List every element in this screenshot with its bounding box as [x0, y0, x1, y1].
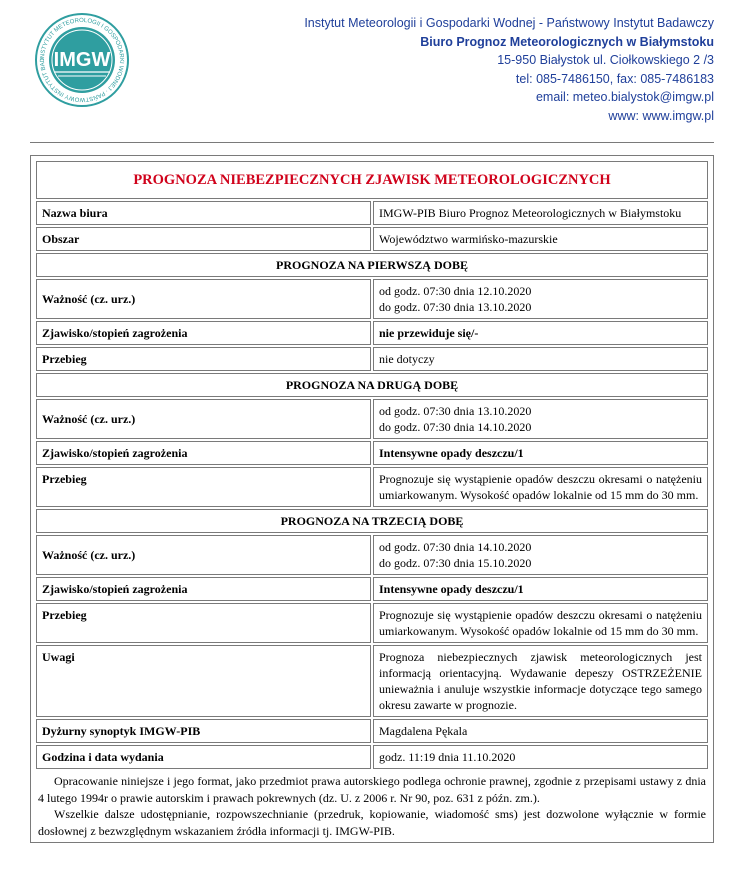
office-value: IMGW-PIB Biuro Prognoz Meteorologicznych w Białymstoku: [373, 201, 708, 225]
copyright-notice: [34, 771, 710, 839]
day2-to: do godz. 07:30 dnia 14.10.2020: [379, 420, 532, 434]
day1-course: nie dotyczy: [373, 347, 708, 371]
imgw-logo: [34, 12, 130, 108]
copyright-paragraph-2: Wszelkie dalsze udostępnianie, rozpowszechnianie (przedruk, kopiowanie, wiadomość sms) jest dozwolone wyłącznie w formie dosłownej z bezwzględnym wskazaniem źródła informacji tj. IMGW-PIB.: [38, 807, 706, 838]
phone-fax: tel: 085-7486150, fax: 085-7486183: [515, 71, 714, 86]
imgw-logo-icon: [34, 12, 130, 108]
document-title: PROGNOZA NIEBEZPIECZNYCH ZJAWISK METEOROLOGICZNYCH: [36, 161, 708, 199]
day1-phenomenon-label: Zjawisko/stopień zagrożenia: [36, 321, 371, 345]
logo-ring-text: INSTYTUT METEOROLOGII I GOSPODARKI WODNEJ · PAŃSTWOWY INSTYTUT BAD: [39, 17, 125, 103]
day1-from: od godz. 07:30 dnia 12.10.2020: [379, 284, 532, 298]
day3-heading: PROGNOZA NA TRZECIĄ DOBĘ: [36, 509, 708, 533]
day1-validity: [373, 279, 708, 319]
day2-heading: PROGNOZA NA DRUGĄ DOBĘ: [36, 373, 708, 397]
area-value: Województwo warmińsko-mazurskie: [373, 227, 708, 251]
forecaster-value: Magdalena Pękala: [373, 719, 708, 743]
email[interactable]: email: meteo.bialystok@imgw.pl: [535, 90, 714, 105]
day2-phenomenon: Intensywne opady deszczu/1: [373, 441, 708, 465]
day3-validity-label: Ważność (cz. urz.): [36, 535, 371, 575]
day2-validity: [373, 399, 708, 439]
postal-address: 15-950 Białystok ul. Ciołkowskiego 2 /3: [497, 53, 714, 68]
day2-course: Prognozuje się wystąpienie opadów deszczu okresami o natężeniu umiarkowanym. Wysokość opadów lokalnie od 15 mm do 30 mm.: [373, 467, 708, 507]
day3-validity: [373, 535, 708, 575]
day2-from: od godz. 07:30 dnia 13.10.2020: [379, 404, 532, 418]
forecast-table: [34, 159, 710, 771]
day1-validity-label: Ważność (cz. urz.): [36, 279, 371, 319]
day1-phenomenon: nie przewiduje się/-: [373, 321, 708, 345]
copyright-paragraph-1: Opracowanie niniejsze i jego format, jako przedmiot prawa autorskiego podlega ochronie prawnej, zgodnie z przepisami ustawy z dnia 4 lutego 1994r o prawie autorskim i prawach pokrewnych (dz. U. z 2006 r. Nr 90, poz. 631 z późn. zm.).: [38, 774, 706, 805]
day1-heading: PROGNOZA NA PIERWSZĄ DOBĘ: [36, 253, 708, 277]
day3-course-label: Przebieg: [36, 603, 371, 643]
logo-text: IMGW: [53, 49, 111, 71]
day2-validity-label: Ważność (cz. urz.): [36, 399, 371, 439]
day1-to: do godz. 07:30 dnia 13.10.2020: [379, 300, 532, 314]
remarks-value: Prognoza niebezpiecznych zjawisk meteorologicznych jest informacją orientacyjną. Wydawanie depeszy OSTRZEŻENIE unieważnia i anuluje wszystkie informacje dotyczące tego samego okresu zawarte w prognozie.: [373, 645, 708, 717]
issued-value: godz. 11:19 dnia 11.10.2020: [373, 745, 708, 769]
day3-phenomenon: Intensywne opady deszczu/1: [373, 577, 708, 601]
institute-name: Instytut Meteorologii i Gospodarki Wodnej - Państwowy Instytut Badawczy: [304, 16, 714, 30]
forecast-document: [30, 155, 714, 843]
day2-phenomenon-label: Zjawisko/stopień zagrożenia: [36, 441, 371, 465]
remarks-label: Uwagi: [36, 645, 371, 717]
day3-from: od godz. 07:30 dnia 14.10.2020: [379, 540, 532, 554]
bureau-name: Biuro Prognoz Meteorologicznych w Białymstoku: [420, 34, 714, 49]
header-address: [304, 14, 714, 126]
forecaster-label: Dyżurny synoptyk IMGW-PIB: [36, 719, 371, 743]
day1-course-label: Przebieg: [36, 347, 371, 371]
day2-course-label: Przebieg: [36, 467, 371, 507]
issued-label: Godzina i data wydania: [36, 745, 371, 769]
website[interactable]: www: www.imgw.pl: [608, 108, 714, 123]
day3-to: do godz. 07:30 dnia 15.10.2020: [379, 556, 532, 570]
header-divider: [30, 142, 714, 143]
day3-phenomenon-label: Zjawisko/stopień zagrożenia: [36, 577, 371, 601]
day3-course: Prognozuje się wystąpienie opadów deszczu okresami o natężeniu umiarkowanym. Wysokość opadów lokalnie od 15 mm do 30 mm.: [373, 603, 708, 643]
office-label: Nazwa biura: [36, 201, 371, 225]
area-label: Obszar: [36, 227, 371, 251]
